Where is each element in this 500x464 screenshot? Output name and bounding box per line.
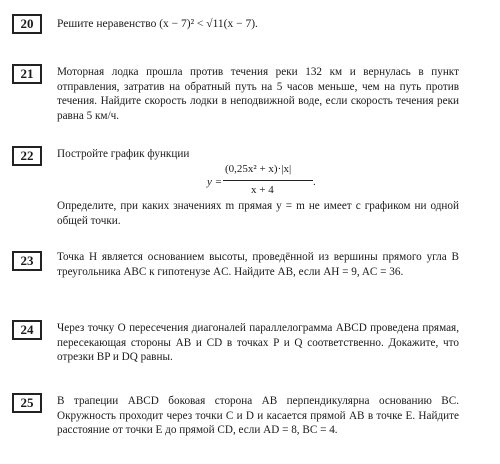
task-number: 25 <box>12 393 42 413</box>
task-number: 23 <box>12 251 42 271</box>
task-number: 22 <box>12 146 42 166</box>
formula-numerator: (0,25x² + x)·|x| <box>225 163 292 175</box>
fraction-bar <box>223 180 313 181</box>
task-number: 20 <box>12 14 42 34</box>
task-text: Точка H является основанием высоты, проведённой из вершины прямого угла B треугольника ABC к гипотенузе AC. Найдите AB, если AH = 9, AC = 36. <box>57 251 459 278</box>
task-text-question: Определите, при каких значениях m прямая y = m не имеет с графиком ни одной общей точки. <box>57 200 459 227</box>
task-text: Моторная лодка прошла против течения реки 132 км и вернулась в пункт отправления, затратив на обратный путь на 5 часов меньше, чем на путь против течения. Найдите скорость лодки в неподвижной воде, если скорость течения реки равна 5 км/ч. <box>57 66 459 122</box>
formula-lhs: y = <box>207 176 223 188</box>
task-number: 24 <box>12 320 42 340</box>
task-text: Решите неравенство (x − 7)² < √11(x − 7). <box>57 18 258 30</box>
formula-denominator: x + 4 <box>251 184 274 196</box>
task-text: Через точку O пересечения диагоналей параллелограмма ABCD проведена прямая, пересекающая стороны AB и CD в точках P и Q соответственно. Докажите, что отрезки BP и DQ равны. <box>57 322 459 364</box>
formula-end: . <box>313 176 316 188</box>
task-number: 21 <box>12 64 42 84</box>
task-text <box>57 147 459 237</box>
task-text: В трапеции ABCD боковая сторона AB перпендикулярна основанию BC. Окружность проходит через точки C и D и касается прямой AB в точке E. Найдите расстояние от точки E до прямой CD, если AD = 8, BC = 4. <box>57 395 459 437</box>
function-formula <box>207 162 317 198</box>
task-text-intro: Постройте график функции <box>57 148 190 160</box>
